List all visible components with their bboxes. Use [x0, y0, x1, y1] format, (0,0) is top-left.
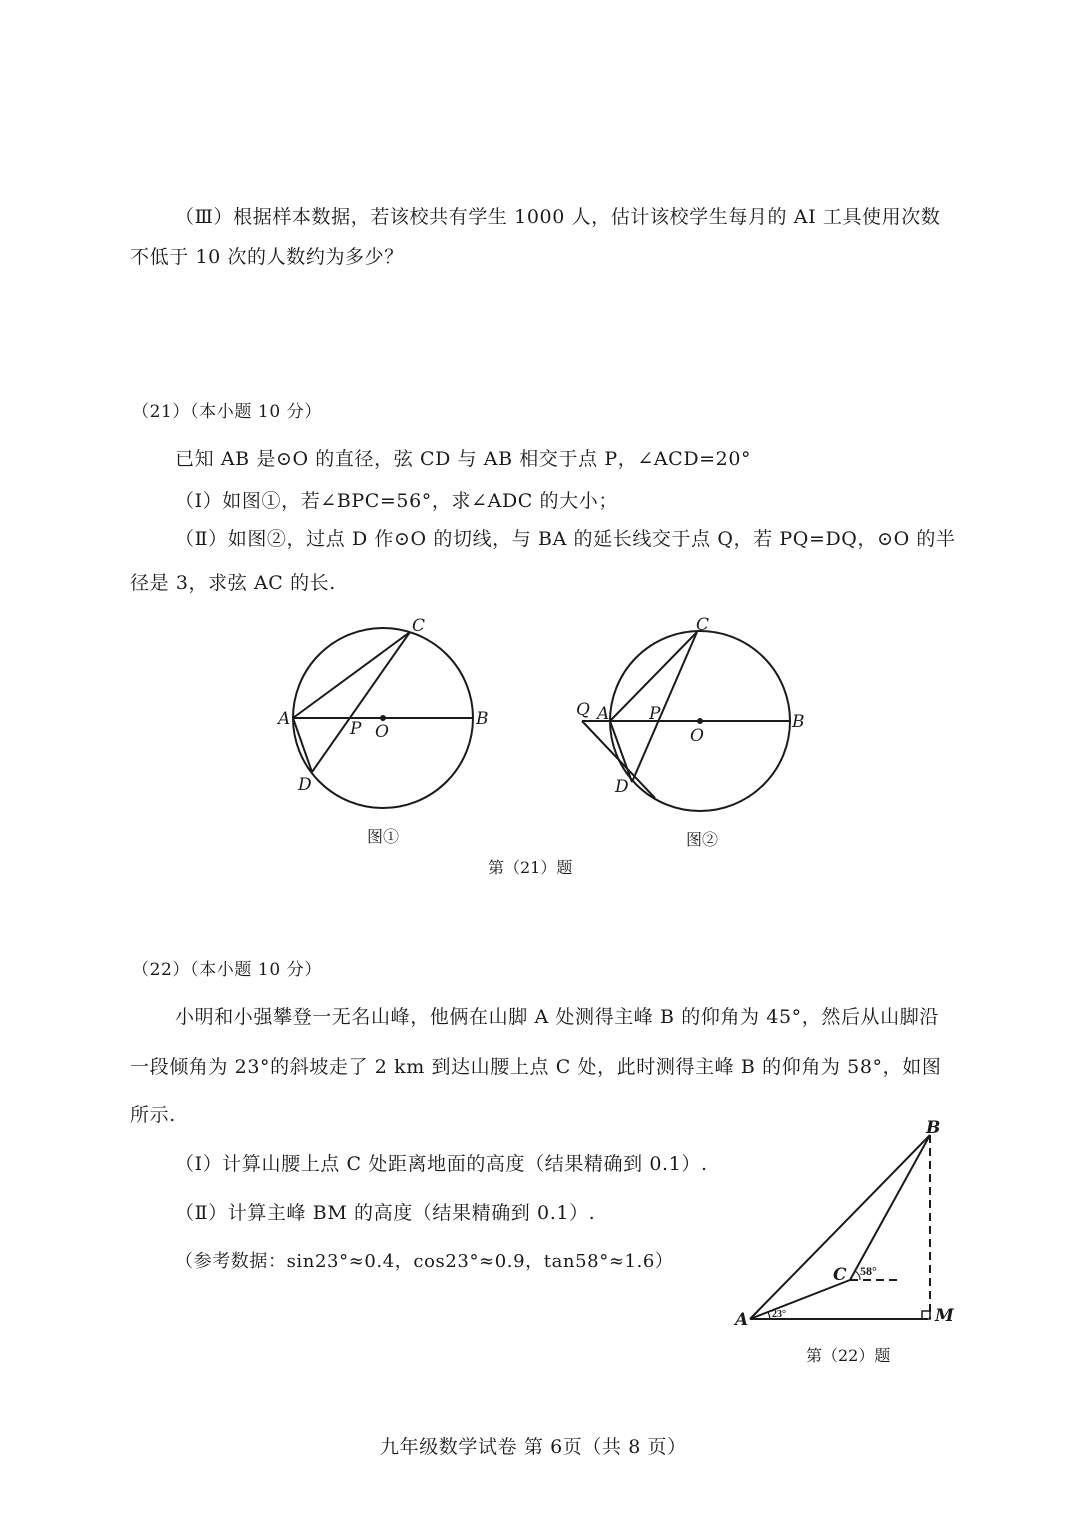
q22-right-angle-mark	[922, 1311, 930, 1319]
fig2-chord-ad	[610, 721, 632, 782]
q22-figure	[728, 1115, 963, 1335]
part3-line1: （Ⅲ）根据样本数据，若该校共有学生 1000 人，估计该校学生每月的 AI 工具使用次数	[175, 206, 941, 228]
q22-label-c: C	[833, 1265, 847, 1285]
q21-part2-line2: 径是 3，求弦 AC 的长.	[130, 572, 336, 594]
q22-line-ab	[750, 1135, 930, 1319]
q21-part2-line1: （Ⅱ）如图②，过点 D 作⊙O 的切线，与 BA 的延长线交于点 Q，若 PQ=DQ，⊙O 的半	[175, 528, 956, 550]
fig2-label-b: B	[792, 712, 805, 732]
fig2-label-q: Q	[576, 700, 590, 720]
fig2-label-d: D	[615, 777, 629, 797]
fig2-label-a: A	[597, 704, 610, 724]
q22-header: （22）（本小题 10 分）	[132, 960, 322, 980]
q22-reference: （参考数据：sin23°≈0.4，cos23°≈0.9，tan58°≈1.6）	[175, 1251, 674, 1272]
q21-figure-1	[270, 610, 500, 855]
fig1-label-p: P	[350, 719, 362, 739]
fig2-chord-cd	[632, 632, 697, 782]
fig2-caption: 图②	[685, 830, 719, 849]
fig2-label-p: P	[649, 704, 661, 724]
fig1-label-o: O	[375, 722, 389, 742]
fig1-caption: 图①	[366, 827, 400, 846]
fig1-label-a: A	[278, 709, 291, 729]
page-footer: 九年级数学试卷 第 6页（共 8 页）	[380, 1436, 687, 1458]
q22-label-a: A	[735, 1310, 749, 1330]
q22-angle-23: 23°	[772, 1309, 786, 1320]
q21-header: （21）（本小题 10 分）	[132, 402, 322, 422]
fig1-label-c: C	[412, 616, 426, 636]
part3-line2: 不低于 10 次的人数约为多少？	[130, 246, 404, 268]
q22-angle-arc-a	[768, 1312, 770, 1319]
q21-stem: 已知 AB 是⊙O 的直径，弦 CD 与 AB 相交于点 P，∠ACD=20°	[175, 448, 752, 470]
q22-part2: （Ⅱ）计算主峰 BM 的高度（结果精确到 0.1）.	[175, 1202, 596, 1224]
q21-caption: 第（21）题	[488, 858, 573, 877]
fig2-label-c: C	[696, 615, 710, 635]
q22-line-ac	[750, 1280, 850, 1319]
q22-label-m: M	[935, 1306, 954, 1326]
q22-part1: （Ⅰ）计算山腰上点 C 处距离地面的高度（结果精确到 0.1）.	[175, 1153, 708, 1175]
q22-line-cb	[850, 1135, 930, 1280]
fig1-chord-ad	[293, 718, 312, 772]
q21-figure-2	[570, 610, 815, 855]
fig2-label-o: O	[690, 726, 704, 746]
fig1-label-b: B	[476, 709, 489, 729]
fig1-chord-cd	[312, 632, 410, 772]
q22-stem-line3: 所示.	[130, 1104, 176, 1126]
fig1-chord-ac	[293, 632, 410, 718]
q22-stem-line2: 一段倾角为 23°的斜坡走了 2 km 到达山腰上点 C 处，此时测得主峰 B 的仰角为 58°，如图	[130, 1056, 942, 1078]
fig2-center-dot	[697, 718, 703, 724]
fig1-center-dot	[380, 715, 386, 721]
q22-stem-line1: 小明和小强攀登一无名山峰，他俩在山脚 A 处测得主峰 B 的仰角为 45°，然后从山脚沿	[175, 1006, 939, 1028]
q22-angle-58: 58°	[860, 1264, 877, 1278]
q22-caption: 第（22）题	[806, 1346, 891, 1365]
q22-label-b: B	[926, 1118, 941, 1138]
fig1-label-d: D	[298, 775, 312, 795]
q21-part1: （Ⅰ）如图①，若∠BPC=56°，求∠ADC 的大小；	[175, 490, 618, 512]
